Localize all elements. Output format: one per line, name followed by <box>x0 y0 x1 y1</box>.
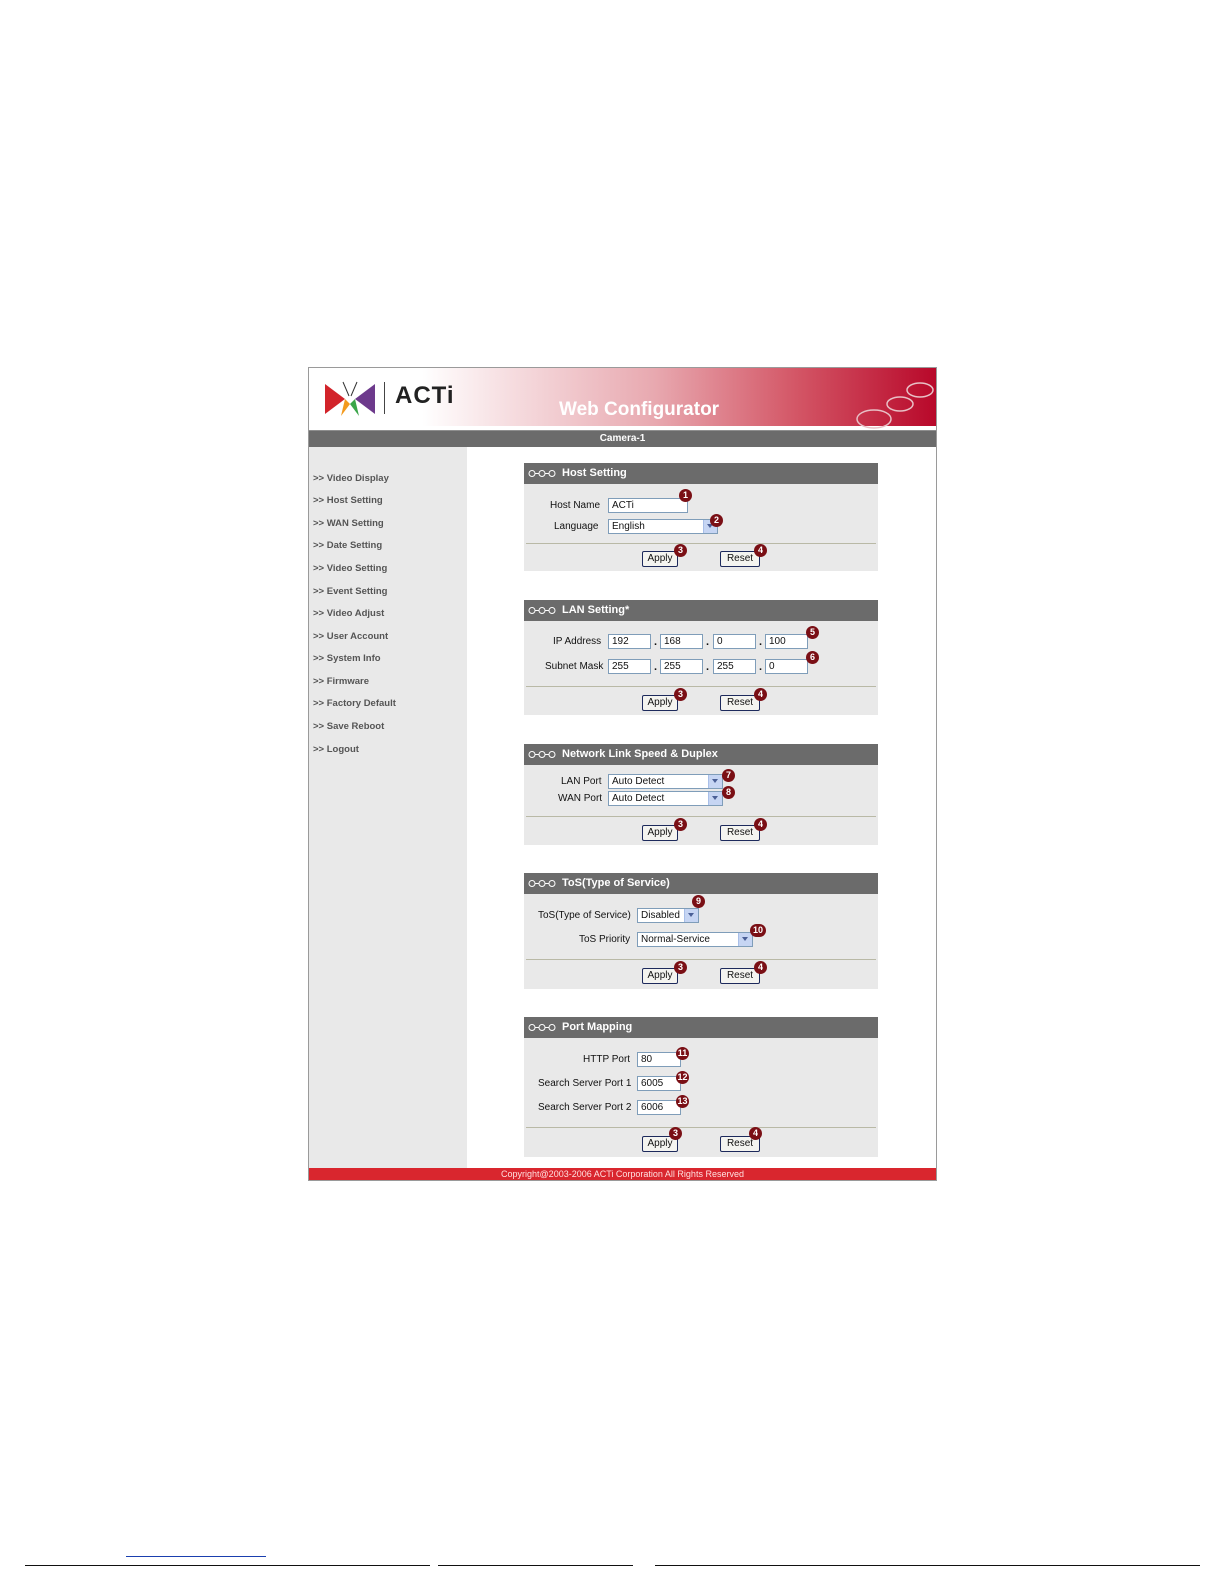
ip-address-label: IP Address <box>553 636 602 647</box>
callout-3: 3 <box>674 688 687 701</box>
mask-dot: . <box>654 661 658 673</box>
divider <box>526 1127 876 1128</box>
callout-11: 11 <box>677 1048 688 1058</box>
callout-4: 4 <box>754 818 767 831</box>
chain-links-icon <box>528 469 556 478</box>
sidebar-item-firmware[interactable]: >> Firmware <box>313 676 369 687</box>
callout-4: 4 <box>754 688 767 701</box>
port-mapping-panel <box>524 1017 878 1157</box>
logo-divider <box>384 382 385 414</box>
callout-1: 1 <box>679 489 692 502</box>
camera-title-bar <box>309 430 936 447</box>
panel-header <box>524 600 878 621</box>
panel-header <box>524 463 878 484</box>
callout-3: 3 <box>669 1127 682 1140</box>
main-content <box>467 447 936 1168</box>
reset-button[interactable]: Reset <box>720 1136 760 1152</box>
panel-title: ToS(Type of Service) <box>562 877 670 889</box>
ip-dot: . <box>759 636 763 648</box>
page-rule <box>25 1565 430 1566</box>
callout-8: 8 <box>722 786 735 799</box>
web-configurator-window <box>308 367 937 1181</box>
http-port-label: HTTP Port <box>583 1054 631 1065</box>
panel-title: Network Link Speed & Duplex <box>562 748 718 760</box>
search-server-port-2-label: Search Server Port 2 <box>538 1102 632 1113</box>
callout-10: 10 <box>750 924 766 937</box>
tos-priority-value: Normal-Service <box>641 934 710 945</box>
link-underline <box>126 1556 266 1557</box>
chevron-down-icon[interactable] <box>708 775 722 788</box>
wan-port-select[interactable] <box>608 791 723 806</box>
panel-header <box>524 744 878 765</box>
tos-select[interactable] <box>637 908 699 923</box>
divider <box>526 543 876 544</box>
language-label: Language <box>554 521 599 532</box>
callout-4: 4 <box>754 961 767 974</box>
panel-title: LAN Setting* <box>562 604 630 616</box>
host-name-input[interactable]: ACTi <box>608 498 688 513</box>
ip-dot: . <box>706 636 710 648</box>
panel-title: Host Setting <box>562 467 627 479</box>
apply-button[interactable]: Apply <box>642 968 678 984</box>
lan-setting-panel <box>524 600 878 715</box>
lan-port-value: Auto Detect <box>612 776 665 787</box>
ip-dot: . <box>654 636 658 648</box>
chevron-down-icon[interactable] <box>684 909 698 922</box>
mask-dot: . <box>759 661 763 673</box>
callout-6: 6 <box>806 651 819 664</box>
sidebar-item-event-setting[interactable]: >> Event Setting <box>313 586 388 597</box>
callout-5: 5 <box>806 626 819 639</box>
chevron-down-icon[interactable] <box>738 933 752 946</box>
sidebar-item-host-setting[interactable]: >> Host Setting <box>313 495 383 506</box>
chain-links-icon <box>528 879 556 888</box>
acti-butterfly-logo-icon <box>323 380 377 418</box>
chain-links-icon <box>528 1023 556 1032</box>
chain-links-icon <box>528 606 556 615</box>
tos-panel <box>524 873 878 989</box>
sidebar-item-system-info[interactable]: >> System Info <box>313 653 381 664</box>
search-server-port-1-input[interactable]: 6005 <box>637 1076 681 1091</box>
apply-button[interactable]: Apply <box>642 551 678 567</box>
callout-4: 4 <box>754 544 767 557</box>
page-rule <box>438 1565 633 1566</box>
page-rule <box>655 1565 1200 1566</box>
mask-octet-4-input[interactable]: 0 <box>765 659 808 674</box>
reset-button[interactable]: Reset <box>720 968 760 984</box>
apply-button[interactable]: Apply <box>642 825 678 841</box>
mask-octet-1-input[interactable]: 255 <box>608 659 651 674</box>
app-title: Web Configurator <box>559 399 720 420</box>
chevron-down-icon[interactable] <box>708 792 722 805</box>
tos-label: ToS(Type of Service) <box>538 910 631 921</box>
camera-name: Camera-1 <box>599 433 646 444</box>
header-banner <box>309 368 936 426</box>
ip-octet-2-input[interactable]: 168 <box>660 634 703 649</box>
divider <box>526 816 876 817</box>
wan-port-label: WAN Port <box>558 793 603 804</box>
search-server-port-2-input[interactable]: 6006 <box>637 1100 681 1115</box>
callout-9: 9 <box>692 895 705 908</box>
reset-button[interactable]: Reset <box>720 825 760 841</box>
host-name-label: Host Name <box>550 500 601 511</box>
callout-3: 3 <box>674 961 687 974</box>
sidebar-item-video-display[interactable]: >> Video Display <box>313 473 389 484</box>
mask-octet-3-input[interactable]: 255 <box>713 659 756 674</box>
tos-value: Disabled <box>641 910 680 921</box>
mask-octet-2-input[interactable]: 255 <box>660 659 703 674</box>
sidebar-item-video-setting[interactable]: >> Video Setting <box>313 563 388 574</box>
tos-priority-label: ToS Priority <box>579 934 631 945</box>
sidebar-item-save-reboot[interactable]: >> Save Reboot <box>313 721 385 732</box>
mask-dot: . <box>706 661 710 673</box>
http-port-input[interactable]: 80 <box>637 1052 681 1067</box>
apply-button[interactable]: Apply <box>642 695 678 711</box>
logo-text: ACTi <box>395 382 455 409</box>
callout-3: 3 <box>674 818 687 831</box>
tos-priority-select[interactable] <box>637 932 753 947</box>
reset-button[interactable]: Reset <box>720 695 760 711</box>
sidebar-item-logout[interactable]: >> Logout <box>313 744 359 755</box>
chain-links-icon <box>528 750 556 759</box>
callout-2: 2 <box>710 514 723 527</box>
copyright-text: Copyright@2003-2006 ACTi Corporation All Rights Reserved <box>501 1169 744 1179</box>
sidebar-item-date-setting[interactable]: >> Date Setting <box>313 540 383 551</box>
ip-octet-1-input[interactable]: 192 <box>608 634 651 649</box>
callout-4: 4 <box>749 1127 762 1140</box>
wan-port-value: Auto Detect <box>612 793 665 804</box>
sidebar-item-video-adjust[interactable]: >> Video Adjust <box>313 608 385 619</box>
reset-button[interactable]: Reset <box>720 551 760 567</box>
panel-header <box>524 873 878 894</box>
sidebar-item-wan-setting[interactable]: >> WAN Setting <box>313 518 384 529</box>
lan-port-label: LAN Port <box>561 776 602 787</box>
sidebar <box>309 447 467 1168</box>
network-link-speed-panel <box>524 744 878 845</box>
language-select[interactable] <box>608 519 718 534</box>
sidebar-item-factory-default[interactable]: >> Factory Default <box>313 698 396 709</box>
callout-13: 13 <box>677 1096 688 1106</box>
panel-header <box>524 1017 878 1038</box>
subnet-mask-label: Subnet Mask <box>545 661 604 672</box>
sidebar-item-user-account[interactable]: >> User Account <box>313 631 389 642</box>
panel-title: Port Mapping <box>562 1021 633 1033</box>
callout-12: 12 <box>677 1072 688 1082</box>
callout-7: 7 <box>722 769 735 782</box>
lan-port-select[interactable] <box>608 774 723 789</box>
language-value: English <box>612 521 645 532</box>
ip-octet-3-input[interactable]: 0 <box>713 634 756 649</box>
callout-3: 3 <box>674 544 687 557</box>
ip-octet-4-input[interactable]: 100 <box>765 634 808 649</box>
apply-button[interactable]: Apply <box>642 1136 678 1152</box>
divider <box>526 686 876 687</box>
search-server-port-1-label: Search Server Port 1 <box>538 1078 632 1089</box>
divider <box>526 959 876 960</box>
decorative-rings-icon <box>849 376 934 431</box>
footer-bar <box>309 1168 936 1180</box>
host-setting-panel <box>524 463 878 571</box>
